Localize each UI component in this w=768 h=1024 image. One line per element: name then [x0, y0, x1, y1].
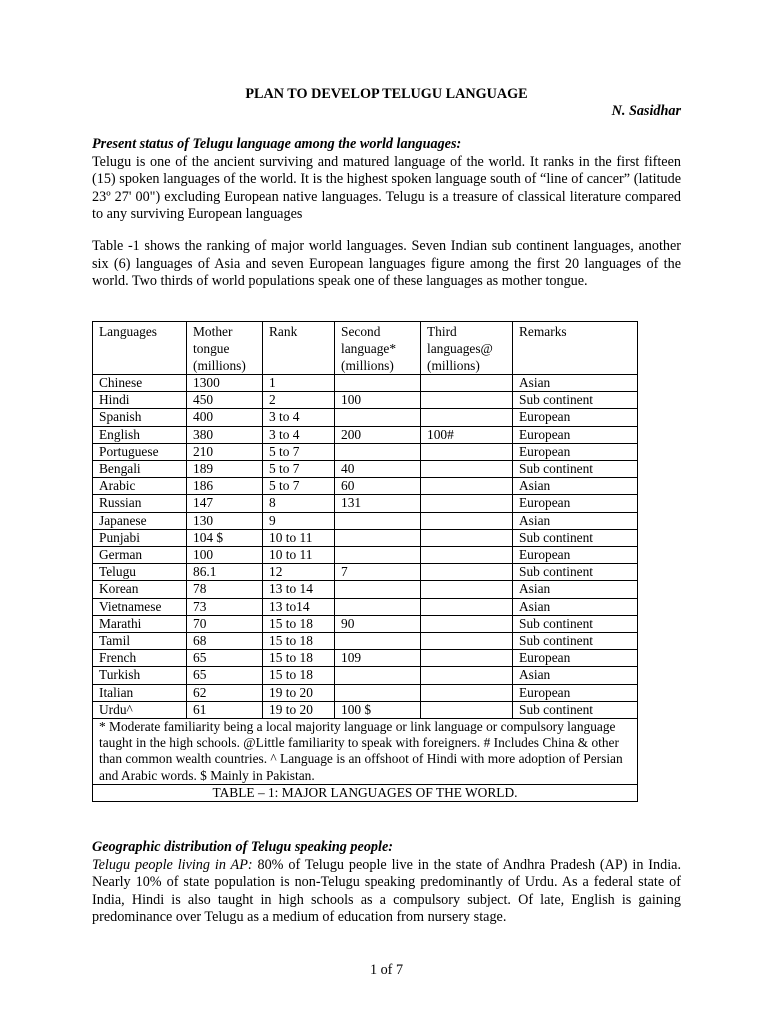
inline-subheading: Telugu people living in AP: — [92, 856, 253, 873]
table-row — [93, 684, 638, 701]
cell-rank: 3 to 4 — [263, 409, 335, 426]
cell-language: Bengali — [93, 461, 187, 478]
cell-rank: 3 to 4 — [263, 426, 335, 443]
cell-rank: 8 — [263, 495, 335, 512]
table-row — [93, 598, 638, 615]
header-third-languages: Third languages@ (millions) — [421, 322, 513, 375]
cell-remarks: Sub continent — [513, 633, 638, 650]
cell-remarks: European — [513, 547, 638, 564]
cell-rank: 15 to 18 — [263, 633, 335, 650]
cell-third-languages — [421, 375, 513, 392]
header-rank: Rank — [263, 322, 335, 375]
cell-language: German — [93, 547, 187, 564]
cell-mother-tongue: 61 — [187, 701, 263, 718]
cell-language: Tamil — [93, 633, 187, 650]
cell-remarks: Asian — [513, 667, 638, 684]
cell-remarks: Sub continent — [513, 615, 638, 632]
cell-second-language — [335, 529, 421, 546]
cell-language: Korean — [93, 581, 187, 598]
cell-mother-tongue: 62 — [187, 684, 263, 701]
table-row — [93, 529, 638, 546]
cell-language: French — [93, 650, 187, 667]
cell-language: Urdu^ — [93, 701, 187, 718]
table-row — [93, 547, 638, 564]
table-row — [93, 667, 638, 684]
cell-language: English — [93, 426, 187, 443]
cell-remarks: Asian — [513, 598, 638, 615]
cell-remarks: European — [513, 650, 638, 667]
cell-second-language: 200 — [335, 426, 421, 443]
paragraph-text: 80% of Telugu people live in the state of Andhra Pradesh (AP) in India. Nearly 10% of state population is non-Telugu speaking predominantly of Urdu. As a federal state of India, Hindi is also taught in high schools as a compulsory subject. Of late, English is gaining predominance over Telugu as a medium of education from nursery stage. — [92, 856, 681, 926]
cell-rank: 5 to 7 — [263, 461, 335, 478]
page-number: 1 of 7 — [369, 962, 404, 978]
table-caption: TABLE – 1: MAJOR LANGUAGES OF THE WORLD. — [93, 784, 638, 801]
author-name: N. Sasidhar — [611, 103, 681, 119]
cell-third-languages — [421, 392, 513, 409]
cell-second-language — [335, 633, 421, 650]
header-second-language: Second language* (millions) — [335, 322, 421, 375]
cell-mother-tongue: 78 — [187, 581, 263, 598]
paragraph — [92, 857, 681, 927]
cell-third-languages — [421, 581, 513, 598]
cell-second-language — [335, 598, 421, 615]
cell-remarks: Sub continent — [513, 529, 638, 546]
cell-mother-tongue: 130 — [187, 512, 263, 529]
cell-second-language: 40 — [335, 461, 421, 478]
cell-language: Vietnamese — [93, 598, 187, 615]
cell-mother-tongue: 68 — [187, 633, 263, 650]
cell-rank: 5 to 7 — [263, 478, 335, 495]
cell-remarks: European — [513, 684, 638, 701]
table-caption-row — [93, 784, 638, 801]
cell-second-language: 100 $ — [335, 701, 421, 718]
cell-language: Arabic — [93, 478, 187, 495]
cell-third-languages — [421, 650, 513, 667]
paragraph: Telugu is one of the ancient surviving and matured language of the world. It ranks in the first fifteen (15) spoken languages of the world. It is the highest spoken language south of “line of cancer” (latitude 23º 27' 00") excluding European native languages. Telugu is a treasure of classical literature compared to any surviving European languages — [92, 153, 681, 223]
table-row — [93, 495, 638, 512]
cell-mother-tongue: 65 — [187, 667, 263, 684]
cell-third-languages — [421, 615, 513, 632]
section-present-status — [92, 136, 681, 224]
table-row — [93, 375, 638, 392]
cell-language: Russian — [93, 495, 187, 512]
cell-third-languages — [421, 547, 513, 564]
cell-language: Portuguese — [93, 443, 187, 460]
table-row — [93, 392, 638, 409]
cell-third-languages — [421, 667, 513, 684]
cell-mother-tongue: 65 — [187, 650, 263, 667]
section-heading: Present status of Telugu language among the world languages: — [92, 136, 462, 152]
cell-second-language — [335, 409, 421, 426]
cell-third-languages — [421, 461, 513, 478]
cell-second-language — [335, 667, 421, 684]
cell-third-languages — [421, 409, 513, 426]
cell-third-languages — [421, 701, 513, 718]
cell-mother-tongue: 86.1 — [187, 564, 263, 581]
table-row — [93, 615, 638, 632]
cell-rank: 12 — [263, 564, 335, 581]
cell-second-language — [335, 512, 421, 529]
cell-mother-tongue: 147 — [187, 495, 263, 512]
cell-language: Japanese — [93, 512, 187, 529]
cell-mother-tongue: 73 — [187, 598, 263, 615]
section-table-intro — [92, 238, 681, 291]
cell-rank: 10 to 11 — [263, 547, 335, 564]
cell-second-language — [335, 581, 421, 598]
table-row — [93, 633, 638, 650]
cell-remarks: Sub continent — [513, 564, 638, 581]
cell-language: Hindi — [93, 392, 187, 409]
cell-mother-tongue: 104 $ — [187, 529, 263, 546]
cell-third-languages — [421, 598, 513, 615]
header-mother-tongue: Mother tongue (millions) — [187, 322, 263, 375]
cell-rank: 10 to 11 — [263, 529, 335, 546]
table-row — [93, 478, 638, 495]
cell-third-languages — [421, 564, 513, 581]
cell-mother-tongue: 1300 — [187, 375, 263, 392]
cell-language: Italian — [93, 684, 187, 701]
cell-third-languages — [421, 633, 513, 650]
document-title: PLAN TO DEVELOP TELUGU LANGUAGE — [245, 86, 528, 102]
cell-rank: 15 to 18 — [263, 650, 335, 667]
cell-second-language: 100 — [335, 392, 421, 409]
cell-third-languages: 100# — [421, 426, 513, 443]
cell-mother-tongue: 100 — [187, 547, 263, 564]
section-geographic-distribution — [92, 839, 681, 927]
cell-rank: 15 to 18 — [263, 615, 335, 632]
cell-rank: 5 to 7 — [263, 443, 335, 460]
cell-second-language — [335, 547, 421, 564]
table-header-row — [93, 322, 638, 375]
cell-language: Marathi — [93, 615, 187, 632]
cell-third-languages — [421, 512, 513, 529]
cell-language: Turkish — [93, 667, 187, 684]
table-row — [93, 443, 638, 460]
header-remarks: Remarks — [513, 322, 638, 375]
table-body — [93, 375, 638, 719]
cell-remarks: European — [513, 409, 638, 426]
cell-mother-tongue: 450 — [187, 392, 263, 409]
cell-remarks: European — [513, 495, 638, 512]
table-row — [93, 461, 638, 478]
cell-remarks: European — [513, 443, 638, 460]
cell-third-languages — [421, 443, 513, 460]
cell-second-language: 90 — [335, 615, 421, 632]
table-row — [93, 650, 638, 667]
cell-remarks: Asian — [513, 581, 638, 598]
cell-mother-tongue: 210 — [187, 443, 263, 460]
cell-language: Spanish — [93, 409, 187, 426]
cell-rank: 19 to 20 — [263, 684, 335, 701]
cell-remarks: European — [513, 426, 638, 443]
table-row — [93, 701, 638, 718]
table-footnote: * Moderate familiarity being a local majority language or link language or compulsory language taught in the high schools. @Little familiarity to speak with foreigners. # Includes China & other than common wealth countries. ^ Language is an offshoot of Hindi with more adoption of Persian and Arabic words. $ Mainly in Pakistan. — [93, 719, 638, 785]
table-row — [93, 409, 638, 426]
cell-remarks: Asian — [513, 512, 638, 529]
cell-second-language: 109 — [335, 650, 421, 667]
cell-third-languages — [421, 684, 513, 701]
table-row — [93, 512, 638, 529]
cell-rank: 2 — [263, 392, 335, 409]
table-row — [93, 564, 638, 581]
cell-mother-tongue: 70 — [187, 615, 263, 632]
cell-remarks: Sub continent — [513, 461, 638, 478]
table-row — [93, 426, 638, 443]
cell-rank: 19 to 20 — [263, 701, 335, 718]
cell-third-languages — [421, 529, 513, 546]
cell-second-language: 7 — [335, 564, 421, 581]
table-note-row — [93, 719, 638, 785]
cell-remarks: Sub continent — [513, 701, 638, 718]
cell-rank: 13 to 14 — [263, 581, 335, 598]
cell-mother-tongue: 186 — [187, 478, 263, 495]
cell-second-language — [335, 443, 421, 460]
cell-rank: 9 — [263, 512, 335, 529]
cell-rank: 1 — [263, 375, 335, 392]
section-heading: Geographic distribution of Telugu speaking people: — [92, 839, 393, 855]
cell-language: Chinese — [93, 375, 187, 392]
cell-second-language: 131 — [335, 495, 421, 512]
cell-remarks: Asian — [513, 478, 638, 495]
table-row — [93, 581, 638, 598]
cell-mother-tongue: 189 — [187, 461, 263, 478]
cell-mother-tongue: 380 — [187, 426, 263, 443]
header-languages: Languages — [93, 322, 187, 375]
cell-rank: 13 to14 — [263, 598, 335, 615]
cell-language: Punjabi — [93, 529, 187, 546]
cell-second-language — [335, 684, 421, 701]
cell-remarks: Asian — [513, 375, 638, 392]
cell-second-language — [335, 375, 421, 392]
cell-mother-tongue: 400 — [187, 409, 263, 426]
cell-language: Telugu — [93, 564, 187, 581]
cell-remarks: Sub continent — [513, 392, 638, 409]
cell-third-languages — [421, 478, 513, 495]
cell-third-languages — [421, 495, 513, 512]
paragraph: Table -1 shows the ranking of major world languages. Seven Indian sub continent languages, another six (6) languages of Asia and seven European languages figure among the first 20 languages of the world. Two thirds of world populations speak one of these languages as mother tongue. — [92, 238, 681, 290]
cell-rank: 15 to 18 — [263, 667, 335, 684]
languages-table — [92, 321, 638, 802]
cell-second-language: 60 — [335, 478, 421, 495]
